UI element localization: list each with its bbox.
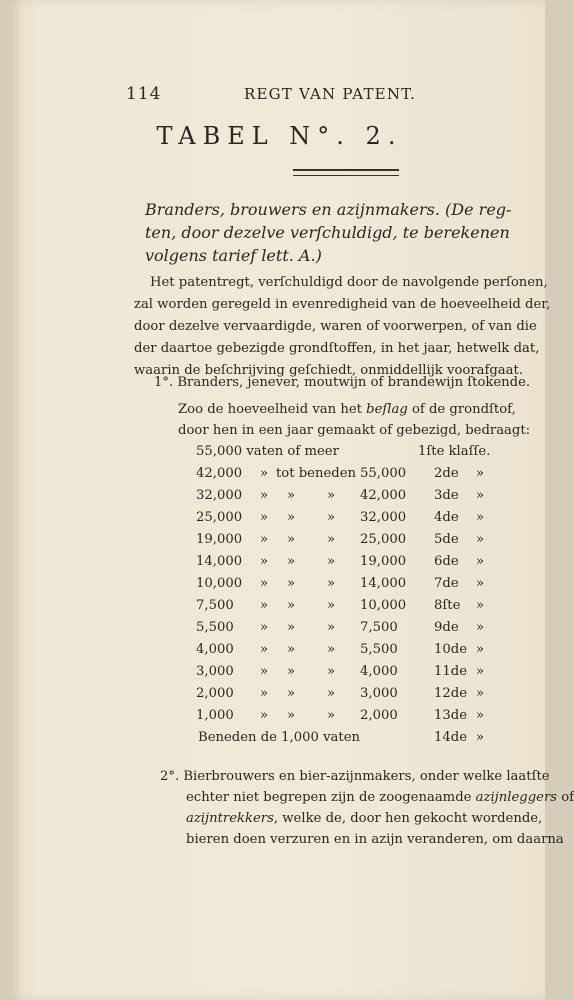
rate-from: 19,000 — [196, 532, 243, 547]
running-title: REGT VAN PATENT. — [244, 85, 417, 103]
rate-class: 4de — [434, 510, 459, 525]
rate-row-second — [8, 466, 545, 488]
rate-class: 8ſte — [434, 598, 461, 613]
rate-to: 32,000 — [360, 510, 407, 525]
ditto-mark: » — [327, 532, 336, 547]
ditto-mark: » — [476, 664, 485, 679]
rate-to: 55,000 — [360, 466, 407, 481]
double-rule-divider — [293, 169, 399, 176]
ditto-mark: » — [327, 554, 336, 569]
ditto-mark: » — [260, 642, 269, 657]
rate-from: 3,000 — [196, 664, 234, 679]
item-1-description — [178, 399, 538, 441]
ditto-mark: » — [287, 664, 296, 679]
rate-to: 25,000 — [360, 532, 407, 547]
rate-class: 11de — [434, 664, 468, 679]
book-page — [8, 0, 574, 1000]
ditto-mark: » — [287, 620, 296, 635]
ditto-mark: » — [327, 576, 336, 591]
intro-paragraph — [134, 272, 551, 382]
rate-row — [8, 642, 545, 664]
rate-class: 9de — [434, 620, 459, 635]
rate-from: 14,000 — [196, 554, 243, 569]
rate-from: 42,000 — [196, 466, 243, 481]
ditto-mark: » — [287, 532, 296, 547]
rate-class: 2de — [434, 466, 459, 481]
ditto-mark: » — [476, 532, 485, 547]
ditto-mark: » — [327, 620, 336, 635]
ditto-mark: » — [476, 554, 485, 569]
rate-class: 6de — [434, 554, 459, 569]
rate-to: 7,500 — [360, 620, 398, 635]
ditto-mark: » — [476, 576, 485, 591]
item-1-desc-line: door hen in een jaar gemaakt of gebezigd, bedraagt: — [178, 423, 531, 438]
rate-from: 2,000 — [196, 686, 234, 701]
ditto-mark: » — [476, 642, 485, 657]
item-2-text: of — [557, 790, 574, 805]
ditto-mark: » — [260, 466, 269, 481]
rate-from: 25,000 — [196, 510, 243, 525]
rate-to: 42,000 — [360, 488, 407, 503]
rate-row — [8, 664, 545, 686]
rate-from: 5,500 — [196, 620, 234, 635]
ditto-mark: » — [260, 664, 269, 679]
ditto-mark: » — [287, 598, 296, 613]
ditto-mark: » — [287, 576, 296, 591]
ditto-mark: » — [287, 510, 296, 525]
ditto-mark: » — [260, 510, 269, 525]
rate-to: 5,500 — [360, 642, 398, 657]
rate-row-last — [8, 730, 545, 752]
item-2-line — [160, 787, 574, 808]
section-subtitle — [145, 198, 535, 267]
ditto-mark: » — [327, 686, 336, 701]
rate-class: 3de — [434, 488, 459, 503]
rate-row-first — [8, 444, 545, 466]
rate-to: 10,000 — [360, 598, 407, 613]
ditto-mark: » — [287, 554, 296, 569]
rate-row — [8, 598, 545, 620]
rate-to: 2,000 — [360, 708, 398, 723]
item-2-line: bieren doen verzuren en in azijn veranderen, om daarna — [186, 832, 564, 847]
intro-line: zal worden geregeld in evenredigheid van de hoeveelheid der, — [134, 297, 551, 312]
item-2-paragraph — [160, 766, 574, 850]
rate-row — [8, 620, 545, 642]
ditto-mark: » — [327, 510, 336, 525]
ditto-mark: » — [260, 598, 269, 613]
rate-class: 14de — [434, 730, 468, 745]
ditto-mark: » — [260, 532, 269, 547]
item-2-text: echter niet begrepen zijn de zoogenaamde — [186, 790, 476, 805]
ditto-mark: » — [287, 686, 296, 701]
rate-row — [8, 576, 545, 598]
desc-text: of de grondſtof, — [407, 402, 516, 417]
ditto-mark: » — [476, 510, 485, 525]
item-1-desc-line — [178, 399, 538, 420]
ditto-mark: » — [260, 488, 269, 503]
rate-row — [8, 708, 545, 730]
ditto-mark: » — [260, 620, 269, 635]
rate-row — [8, 554, 545, 576]
rate-class: 1ſte klaſſe. — [418, 444, 491, 459]
ditto-mark: » — [476, 730, 485, 745]
rate-to: 3,000 — [360, 686, 398, 701]
rate-to: 19,000 — [360, 554, 407, 569]
rate-from: 7,500 — [196, 598, 234, 613]
intro-line: Het patentregt, verſchuldigd door de navolgende perſonen, — [150, 275, 548, 290]
ditto-mark: » — [476, 620, 485, 635]
desc-text: Zoo de hoeveelheid van het — [178, 402, 367, 417]
rate-to: 4,000 — [360, 664, 398, 679]
rate-from: 1,000 — [196, 708, 234, 723]
item-2-text: , welke de, door hen gekocht wordende, — [273, 811, 543, 826]
rate-from: 4,000 — [196, 642, 234, 657]
rate-class: 7de — [434, 576, 459, 591]
rate-row — [8, 488, 545, 510]
rate-row — [8, 686, 545, 708]
rate-from: 10,000 — [196, 576, 243, 591]
item-2-line — [160, 808, 543, 829]
subtitle-line: Branders, brouwers en azijnmakers. (De reg- — [145, 200, 512, 219]
ditto-mark: » — [327, 598, 336, 613]
subtitle-line: ten, door dezelve verſchuldigd, te berekenen — [145, 223, 510, 242]
desc-italic-term: beſlag — [366, 402, 408, 417]
ditto-mark: » — [260, 576, 269, 591]
ditto-mark: » — [287, 642, 296, 657]
rate-to: 14,000 — [360, 576, 407, 591]
ditto-mark: » — [260, 554, 269, 569]
rate-amount: Beneden de 1,000 vaten — [198, 730, 361, 745]
table-title: TABEL N°. 2. — [156, 122, 403, 150]
running-head — [8, 84, 545, 104]
item-1-heading: 1°. Branders, jenever, moutwijn of brandewijn ſtokende. — [154, 375, 531, 390]
intro-line: der daartoe gebezigde grondſtoffen, in het jaar, hetwelk dat, — [134, 341, 540, 356]
ditto-mark: » — [260, 708, 269, 723]
rate-row — [8, 532, 545, 554]
ditto-mark: » — [327, 708, 336, 723]
rate-amount: 55,000 vaten of meer — [196, 444, 339, 459]
ditto-mark: » — [476, 466, 485, 481]
item-2-italic-term: azijntrekkers — [186, 811, 274, 826]
item-2-line: 2°. Bierbrouwers en bier-azijnmakers, onder welke laatſte — [160, 769, 550, 784]
rate-row — [8, 510, 545, 532]
ditto-mark: » — [327, 664, 336, 679]
rate-class: 5de — [434, 532, 459, 547]
ditto-mark: » — [327, 488, 336, 503]
ditto-mark: » — [260, 686, 269, 701]
ditto-mark: » — [476, 708, 485, 723]
ditto-mark: » — [476, 686, 485, 701]
ditto-mark: » — [287, 488, 296, 503]
rate-class: 10de — [434, 642, 468, 657]
page-number: 114 — [126, 84, 162, 104]
ditto-mark: » — [287, 708, 296, 723]
rate-to-text: tot beneden — [276, 466, 357, 481]
subtitle-line: volgens tarief lett. A.) — [145, 246, 322, 265]
item-2-italic-term: azijnleggers — [475, 790, 558, 805]
rate-class: 12de — [434, 686, 468, 701]
ditto-mark: » — [476, 488, 485, 503]
intro-line: door dezelve vervaardigde, waren of voorwerpen, of van die — [134, 319, 537, 334]
intro-line: waarin de beſchrijving geſchiedt, onmiddellijk voorafgaat. — [134, 363, 524, 378]
rate-class: 13de — [434, 708, 468, 723]
ditto-mark: » — [327, 642, 336, 657]
rate-from: 32,000 — [196, 488, 243, 503]
ditto-mark: » — [476, 598, 485, 613]
